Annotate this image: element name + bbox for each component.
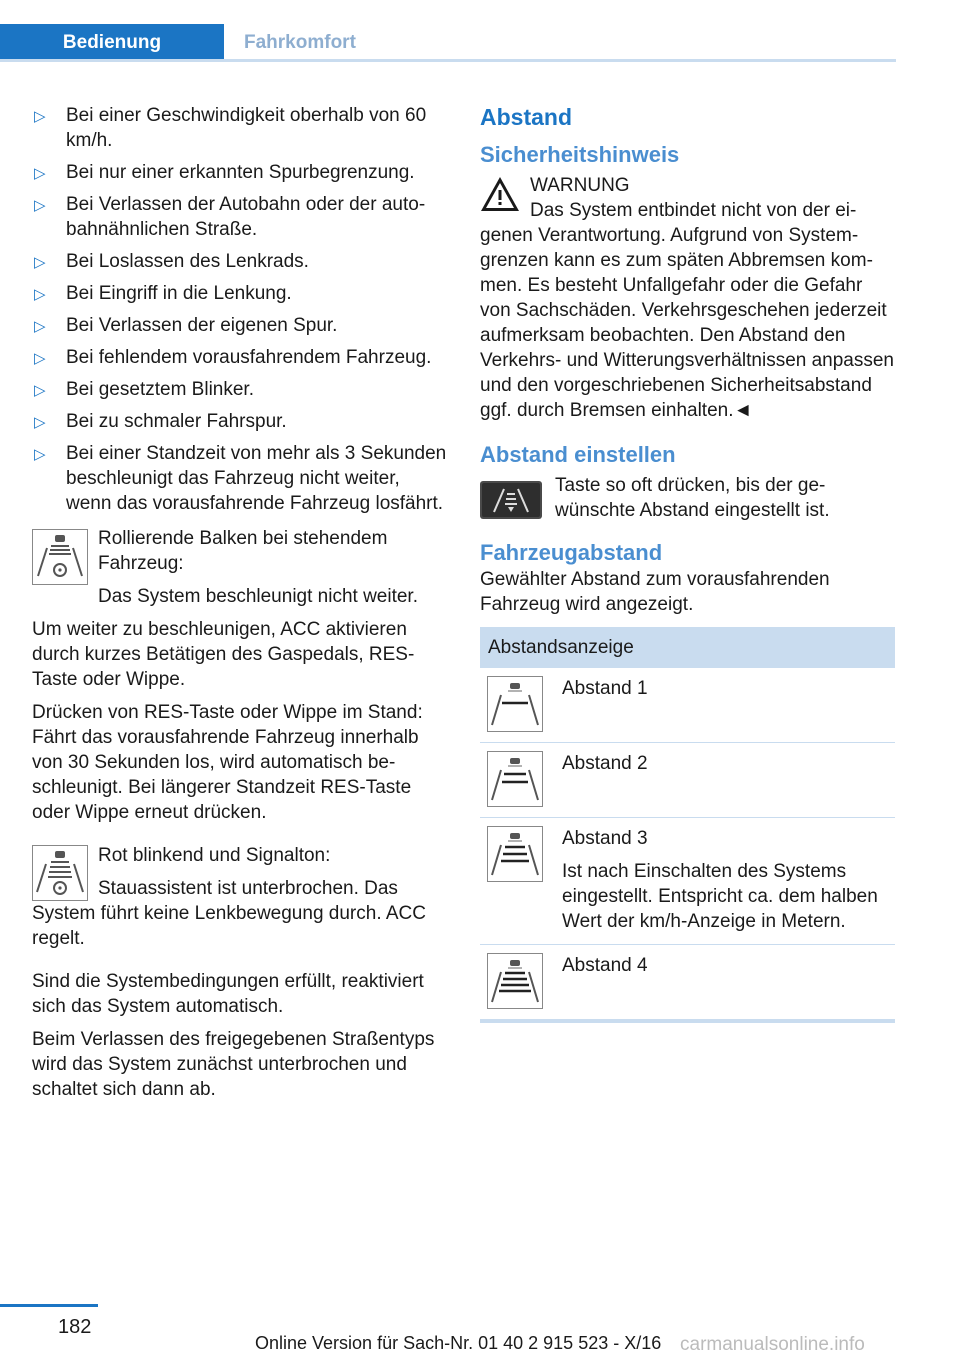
triangle-bullet-icon: ▷ <box>34 165 46 182</box>
heading-abstand: Abstand <box>480 104 572 130</box>
triangle-bullet-icon: ▷ <box>34 318 46 335</box>
list-item: ▷ Bei Verlassen der Autobahn oder der autobahnähnlichen Straße. <box>34 194 426 240</box>
paragraph: Beim Verlassen des freigegebenen Straßentyps wird das System zunächst unterbrochen und schaltet sich dann ab. <box>32 1029 435 1100</box>
rolling-bars-note: Rollierende Balken bei stehendem Fahrzeug: Das System beschleunigt nicht weiter. <box>32 526 448 609</box>
warning-block <box>480 173 895 423</box>
table-row <box>480 668 895 743</box>
list-item: ▷ Bei zu schmaler Fahrspur. <box>32 409 448 434</box>
tab-fahrkomfort[interactable]: Fahrkomfort <box>244 32 356 53</box>
triangle-bullet-icon: ▷ <box>34 382 46 399</box>
triangle-bullet-icon: ▷ <box>34 197 46 214</box>
list-item: ▷ Bei einer Geschwindigkeit oberhalb von 60 km/h. <box>34 105 427 151</box>
warning-triangle-icon <box>480 176 520 212</box>
lane-assist-red-icon <box>32 845 88 901</box>
triangle-bullet-icon: ▷ <box>34 446 46 463</box>
distance-2-icon <box>487 751 543 807</box>
warning-text: Das System entbindet nicht von der eigenen Verantwortung. Aufgrund von Systemgrenzen kann es zum späten Abbremsen kommen. Es besteht Unfallgefahr oder die Gefahr von Sachschäden. Verkehrsgeschehen jederzeit aufmerksam beobachten. Den Abstand den Verkehrs- und Witterungsverhältnissen anpassen und den vorgeschriebenen Sicherheitsabstand ggf. durch Bremsen einhalten.◄ <box>480 200 895 421</box>
list-item: ▷ Bei Verlassen der eigenen Spur. <box>32 313 448 338</box>
distance-description: Ist nach Einschalten des Systems eingestellt. Entspricht ca. dem halben Wert der km/h-Anzeige in Metern. <box>562 861 878 932</box>
distance-button-icon <box>480 481 542 519</box>
distance-label: Abstand 3 <box>562 828 648 849</box>
list-item: ▷ Bei gesetztem Blinker. <box>32 377 448 402</box>
distance-4-icon <box>487 953 543 1009</box>
list-item: ▷ Bei Loslassen des Lenkrads. <box>32 249 448 274</box>
table-header: Abstandsanzeige <box>480 627 895 668</box>
list-item: ▷ Bei einer Standzeit von mehr als 3 Sekunden beschleunigt das Fahrzeug nicht weiter, wenn das vorausfahrende Fahrzeug losfährt. <box>34 443 447 514</box>
distance-1-icon <box>487 676 543 732</box>
lane-assist-rolling-bars-icon <box>32 529 88 585</box>
left-column <box>32 103 448 1110</box>
tab-bedienung[interactable]: Bedienung <box>0 24 224 62</box>
distance-3-icon <box>487 826 543 882</box>
header-bar <box>0 0 896 62</box>
distance-table <box>480 627 895 1023</box>
paragraph: Um weiter zu beschleunigen, ACC aktivieren durch kurzes Betätigen des Gaspedals, RES-Taste oder Wippe. <box>32 619 415 690</box>
distance-label: Abstand 2 <box>562 753 648 774</box>
paragraph: Sind die Systembedingungen erfüllt, reaktiviert sich das System automatisch. <box>32 971 424 1017</box>
footer-rule <box>0 1304 98 1307</box>
triangle-bullet-icon: ▷ <box>34 414 46 431</box>
distance-label: Abstand 4 <box>562 955 648 976</box>
heading-abstand-einstellen: Abstand einstellen <box>480 442 676 467</box>
paragraph: Gewählter Abstand zum vorausfahrenden Fahrzeug wird angezeigt. <box>480 569 830 615</box>
paragraph: Drücken von RES-Taste oder Wippe im Stand: Fährt das vorausfahrende Fahrzeug innerhalb von 30 Sekunden los, wird automatisch beschleunigt. Bei längerer Standzeit RES-Taste oder Wippe erneut drücken. <box>32 702 423 823</box>
right-column <box>480 103 895 1023</box>
list-item: ▷ Bei Eingriff in die Lenkung. <box>32 281 448 306</box>
triangle-bullet-icon: ▷ <box>34 108 46 125</box>
triangle-bullet-icon: ▷ <box>34 286 46 303</box>
warning-label: WARNUNG <box>530 175 630 196</box>
table-row <box>480 743 895 818</box>
distance-button-note: Taste so oft drücken, bis der gewünschte Abstand eingestellt ist. <box>480 473 895 525</box>
page-number: 182 <box>58 1316 92 1338</box>
red-blink-note: Rot blinkend und Signalton: Stauassistent ist unterbrochen. Das System führt keine Lenkbewegung durch. ACC regelt. <box>32 845 426 949</box>
heading-fahrzeugabstand: Fahrzeugabstand <box>480 540 663 565</box>
footer-version-text: Online Version für Sach-Nr. 01 40 2 915 523 - X/16 <box>255 1333 662 1353</box>
watermark: carmanualsonline.info <box>680 1334 865 1355</box>
condition-list <box>32 103 448 516</box>
list-item: ▷ Bei fehlendem vorausfahrendem Fahrzeug. <box>32 345 448 370</box>
triangle-bullet-icon: ▷ <box>34 350 46 367</box>
triangle-bullet-icon: ▷ <box>34 254 46 271</box>
table-row <box>480 818 895 945</box>
heading-sicherheitshinweis: Sicherheitshinweis <box>480 142 680 167</box>
table-row <box>480 945 895 1022</box>
header-rule <box>0 59 896 62</box>
list-item: ▷ Bei nur einer erkannten Spurbegrenzung. <box>32 160 448 185</box>
distance-label: Abstand 1 <box>562 678 648 699</box>
